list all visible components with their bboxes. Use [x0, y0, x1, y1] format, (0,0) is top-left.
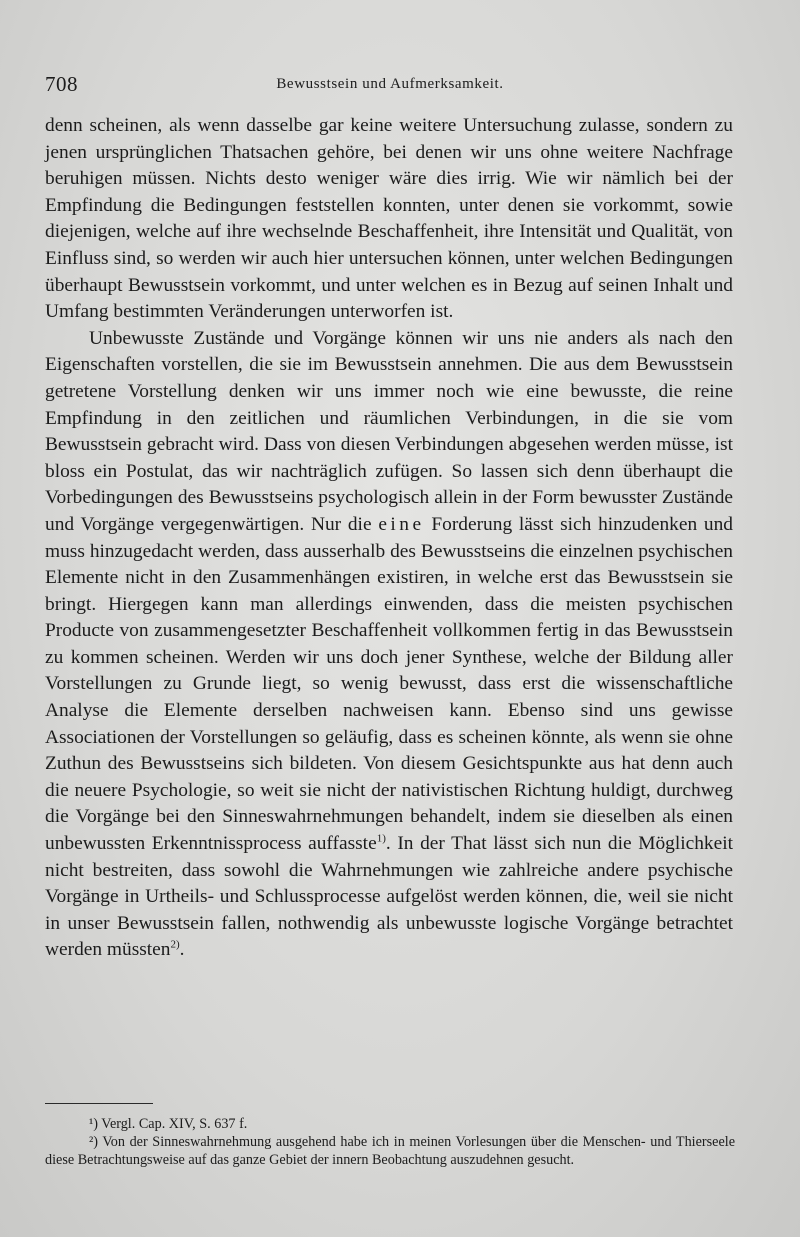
- emphasis-eine: eine: [378, 513, 425, 535]
- page-number: 708: [45, 72, 78, 96]
- footnote-1: ¹) Vergl. Cap. XIV, S. 637 f.: [89, 1116, 248, 1132]
- footnote-ref-2: 2): [170, 938, 180, 951]
- footnotes: [45, 1115, 735, 1169]
- footnote-ref-1: 1): [376, 832, 386, 845]
- paragraph-2-part-d: .: [179, 939, 185, 961]
- body-text: [45, 113, 733, 964]
- paragraph-2-part-c: . In der That lässt sich nun die Möglichkeit nicht bestreiten, dass sowohl die Wahrnehmungen wie zahlreiche andere psychische Vorgänge in Urtheils- und Schlussprocesse aufgelöst werden können, die, weil sie nicht in unser Bewusstsein fallen, nothwendig als unbewusste logische Vorgänge betrachtet werden müssten: [45, 833, 734, 961]
- running-head: Bewusstsein und Aufmerksamkeit.: [276, 76, 504, 92]
- paragraph-2: [45, 326, 733, 964]
- paragraph-1: denn scheinen, als wenn dasselbe gar keine weitere Untersuchung zulasse, sondern zu jenen ursprünglichen Thatsachen gehöre, bei denen wir uns ohne weitere Nachfrage beruhigen müssen. Nichts desto weniger wäre dies irrig. Wie wir nämlich bei der Empfindung die Bedingungen feststellen konnten, unter denen sie vorkommt, sowie diejenigen, welche auf ihre wechselnde Beschaffenheit, ihre Intensität und Qualität, von Einfluss sind, so werden wir auch hier untersuchen können, unter welchen Bedingungen überhaupt Bewusstsein vorkommt, und unter welchen es in Bezug auf seinen Inhalt und Umfang bestimmten Veränderungen unterworfen ist.: [45, 115, 733, 323]
- paragraph-2-part-a: Unbewusste Zustände und Vorgänge können wir uns nie anders als nach den Eigenschaften vorstellen, die sie im Bewusstsein annehmen. Die aus dem Bewusstsein getretene Vorstellung denken wir uns immer noch wie eine bewusste, die reine Empfindung in den zeitlichen und räumlichen Verbindungen, in die sie vom Bewusstsein gebracht wird. Dass von diesen Verbindungen abgesehen werden müsse, ist bloss ein Postulat, das wir nachträglich zufügen. So lassen sich denn überhaupt die Vorbedingungen des Bewusstseins psychologisch allein in der Form bewusster Zustände und Vorgänge vergegenwärtigen. Nur die: [45, 327, 733, 535]
- footnote-rule: [45, 1103, 153, 1104]
- footnote-2: ²) Von der Sinneswahrnehmung ausgehend habe ich in meinen Vorlesungen über die Menschen- und Thierseele diese Betrachtungsweise auf das ganze Gebiet der innern Beobachtung auszudehnen gesucht.: [45, 1134, 735, 1168]
- page-header: [45, 72, 735, 102]
- paragraph-2-part-b: Forderung lässt sich hinzudenken und muss hinzugedacht werden, dass ausserhalb des Bewusstseins die einzelnen psychischen Elemente nicht in den Zusammenhängen existiren, in welche erst das Bewusstsein sie bringt. Hiergegen kann man allerdings einwenden, dass die meisten psychischen Producte von zusammengesetzter Beschaffenheit vollkommen fertig in das Bewusstsein zu kommen scheinen. Werden wir uns doch jener Synthese, welche der Bildung aller Vorstellungen zu Grunde liegt, so wenig bewusst, dass erst die wissenschaftliche Analyse die Elemente derselben nachweisen kann. Ebenso sind uns gewisse Associationen der Vorstellungen so geläufig, dass es scheinen könnte, als wenn sie ohne Zuthun des Bewusstseins sich bildeten. Von diesem Gesichtspunkte aus hat denn auch die neuere Psychologie, so weit sie nicht der nativistischen Richtung huldigt, durchweg die Vorgänge bei den Sinneswahrnehmungen behandelt, indem sie dieselben als einen unbewussten Erkenntnissprocess auffasste: [45, 513, 733, 855]
